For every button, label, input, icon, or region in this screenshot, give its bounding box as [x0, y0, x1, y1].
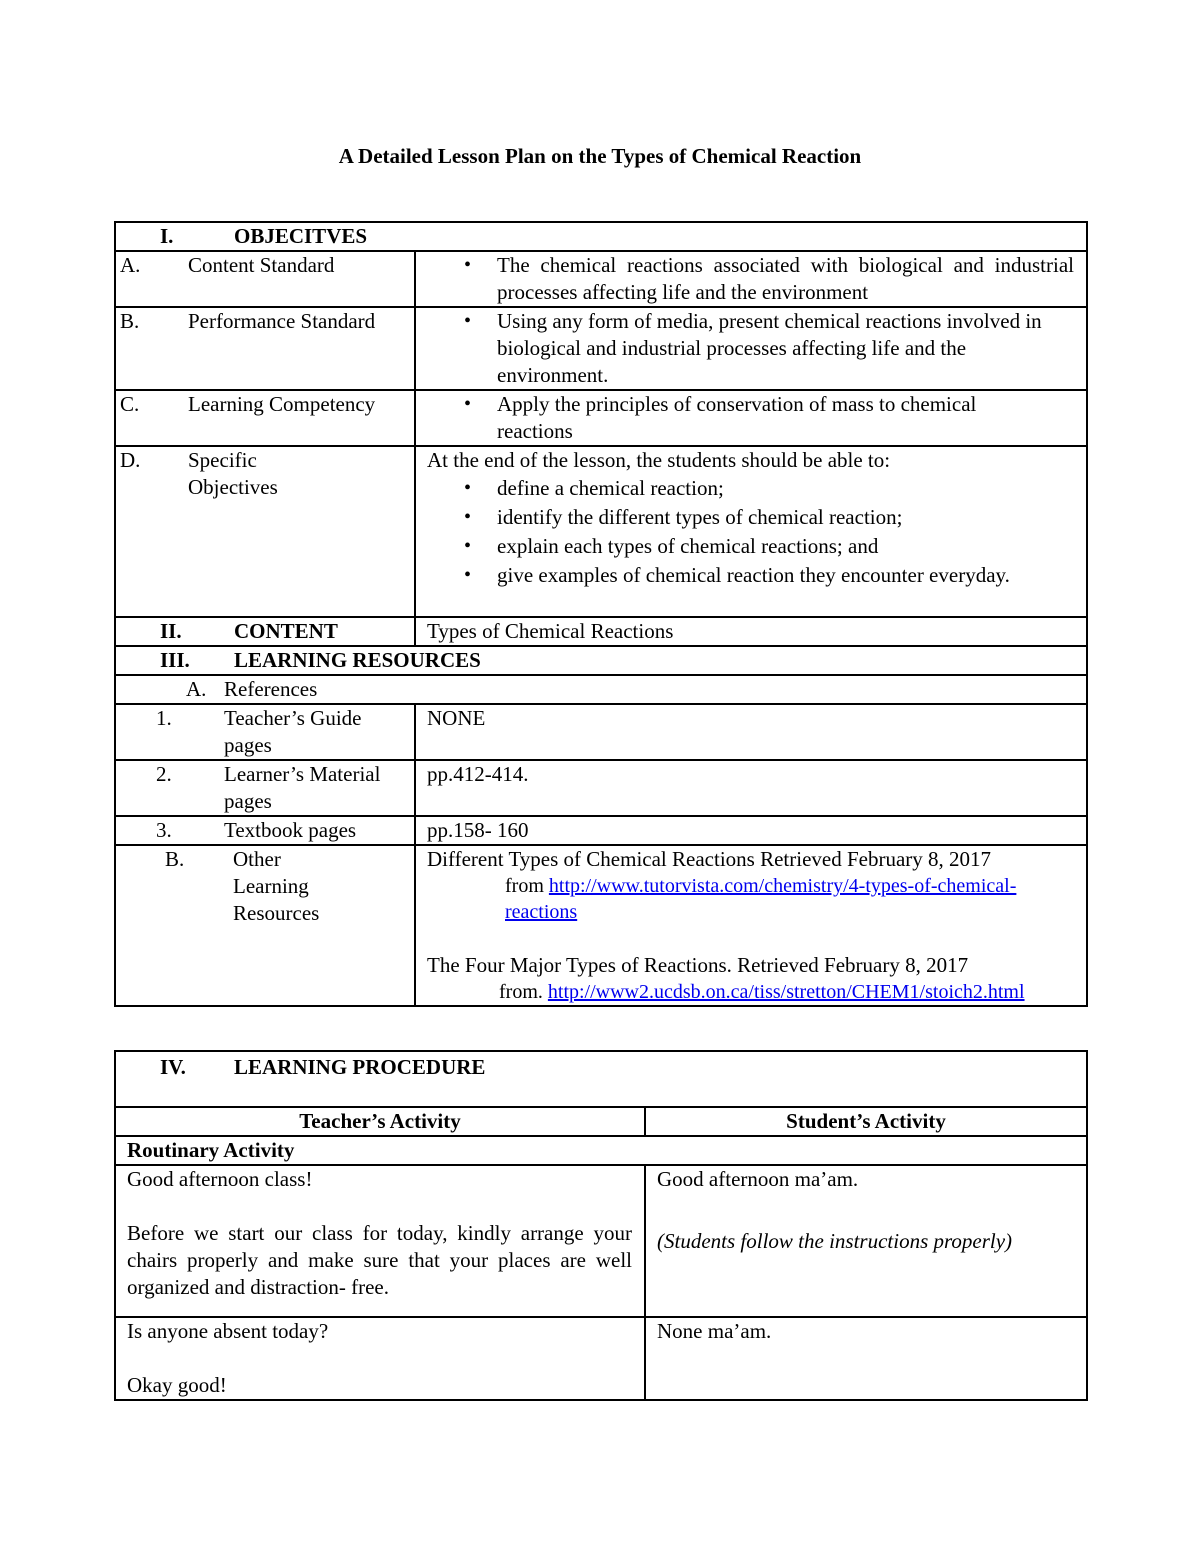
performance-standard-row: B. Performance Standard • Using any form of media, present chemical reactions involved in biological and industrial processes affecting life and the environment.	[115, 307, 1087, 390]
teacher-line: Before we start our class for today, kindly arrange your chairs properly and make sure that your places are well organized and distraction- free.	[127, 1221, 632, 1299]
section-heading: LEARNING RESOURCES	[234, 648, 481, 672]
lesson-plan-table	[114, 221, 1088, 1007]
row-label: Other Learning Resources	[233, 847, 320, 925]
reference-1-link[interactable]: http://www.tutorvista.com/chemistry/4-types-of-chemical-reactions	[505, 875, 1017, 923]
procedure-row	[115, 1165, 1087, 1317]
teacher-line: Is anyone absent today?	[127, 1319, 329, 1343]
row-label: Textbook pages	[224, 818, 357, 842]
content-standard-row: A. Content Standard • The chemical reactions associated with biological and industrial processes affecting life and the environment	[115, 251, 1087, 307]
reference-2-text: The Four Major Types of Reactions. Retrieved February 8, 2017	[427, 953, 969, 977]
section-heading: LEARNING PROCEDURE	[234, 1055, 486, 1079]
textbook-row: 3. Textbook pages pp.158- 160	[115, 816, 1087, 845]
row-label: References	[224, 677, 318, 701]
routinary-activity-row	[115, 1136, 1087, 1165]
resources-heading-row: III. LEARNING RESOURCES	[115, 646, 1087, 675]
section-numeral: I.	[160, 224, 174, 248]
bullet-item: • define a chemical reaction;	[416, 474, 1086, 503]
bullet-item: • give examples of chemical reaction they encounter everyday.	[416, 561, 1086, 590]
bullet-item: • Apply the principles of conservation of mass to chemical reactions	[416, 391, 1086, 445]
student-activity-header: Student’s Activity	[645, 1107, 1087, 1136]
learning-competency-row: C. Learning Competency • Apply the principles of conservation of mass to chemical reactions	[115, 390, 1087, 446]
reference-2-link[interactable]: http://www2.ucdsb.on.ca/tiss/stretton/CHEM1/stoich2.html	[547, 981, 1025, 1003]
bullet-item: • identify the different types of chemical reaction;	[416, 503, 1086, 532]
specific-objectives-row: D. Specific Objectives At the end of the lesson, the students should be able to: • define a chemical reaction; • identify the different types of chemical reaction; • explain each types of chemical reactions; and • give examples of chemical reaction they encounter everyday.	[115, 446, 1087, 617]
student-line: Good afternoon ma’am.	[657, 1167, 859, 1191]
row-label: Specific Objectives	[188, 448, 278, 499]
specific-objectives-intro: At the end of the lesson, the students should be able to:	[427, 448, 891, 472]
procedure-heading-row: IV. LEARNING PROCEDURE	[115, 1051, 1087, 1107]
row-label: Learner’s Material pages	[224, 762, 381, 813]
section-heading: OBJECITVES	[234, 224, 368, 248]
teacher-activity-header: Teacher’s Activity	[115, 1107, 645, 1136]
section-heading: CONTENT	[234, 619, 338, 643]
student-line: (Students follow the instructions properly)	[657, 1229, 1013, 1253]
teachers-guide-row: 1. Teacher’s Guide pages NONE	[115, 704, 1087, 760]
row-value: NONE	[415, 704, 1087, 760]
page-title: A Detailed Lesson Plan on the Types of Chemical Reaction	[338, 144, 862, 168]
row-label: Teacher’s Guide pages	[224, 706, 362, 757]
references-row: A. References	[115, 675, 1087, 704]
section-label: Routinary Activity	[115, 1136, 1087, 1165]
bullet-item: • Using any form of media, present chemical reactions involved in biological and industrial processes affecting life and the environment.	[416, 308, 1086, 389]
row-label: Performance Standard	[188, 309, 376, 333]
content-row: II. CONTENT Types of Chemical Reactions	[115, 617, 1087, 646]
other-resources-row: B. Other Learning Resources Different Types of Chemical Reactions Retrieved February 8, 2017 from http://www.tutorvista.com/chemistry/4-types-of-chemical-reactions The Four Major Types of Reactions. Retrieved February 8, 2017 from. http://www2.ucdsb.on.ca/tiss/stretton/CHEM1/stoich2.html	[115, 845, 1087, 1006]
reference-1-text: Different Types of Chemical Reactions Retrieved February 8, 2017	[427, 847, 992, 871]
row-label: Learning Competency	[188, 392, 376, 416]
teacher-line: Okay good!	[127, 1373, 227, 1397]
bullet-item: • The chemical reactions associated with biological and industrial processes affecting life and the environment	[416, 252, 1086, 306]
content-value: Types of Chemical Reactions	[415, 617, 1087, 646]
procedure-column-header-row	[115, 1107, 1087, 1136]
student-line: None ma’am.	[657, 1319, 772, 1343]
row-label: Content Standard	[188, 253, 335, 277]
procedure-row	[115, 1317, 1087, 1400]
learning-procedure-table	[114, 1050, 1088, 1401]
learners-material-row: 2. Learner’s Material pages pp.412-414.	[115, 760, 1087, 816]
row-value: pp.158- 160	[415, 816, 1087, 845]
teacher-line: Good afternoon class!	[127, 1167, 313, 1191]
bullet-item: • explain each types of chemical reactions; and	[416, 532, 1086, 561]
row-value: pp.412-414.	[415, 760, 1087, 816]
objectives-heading-row	[115, 222, 1087, 251]
